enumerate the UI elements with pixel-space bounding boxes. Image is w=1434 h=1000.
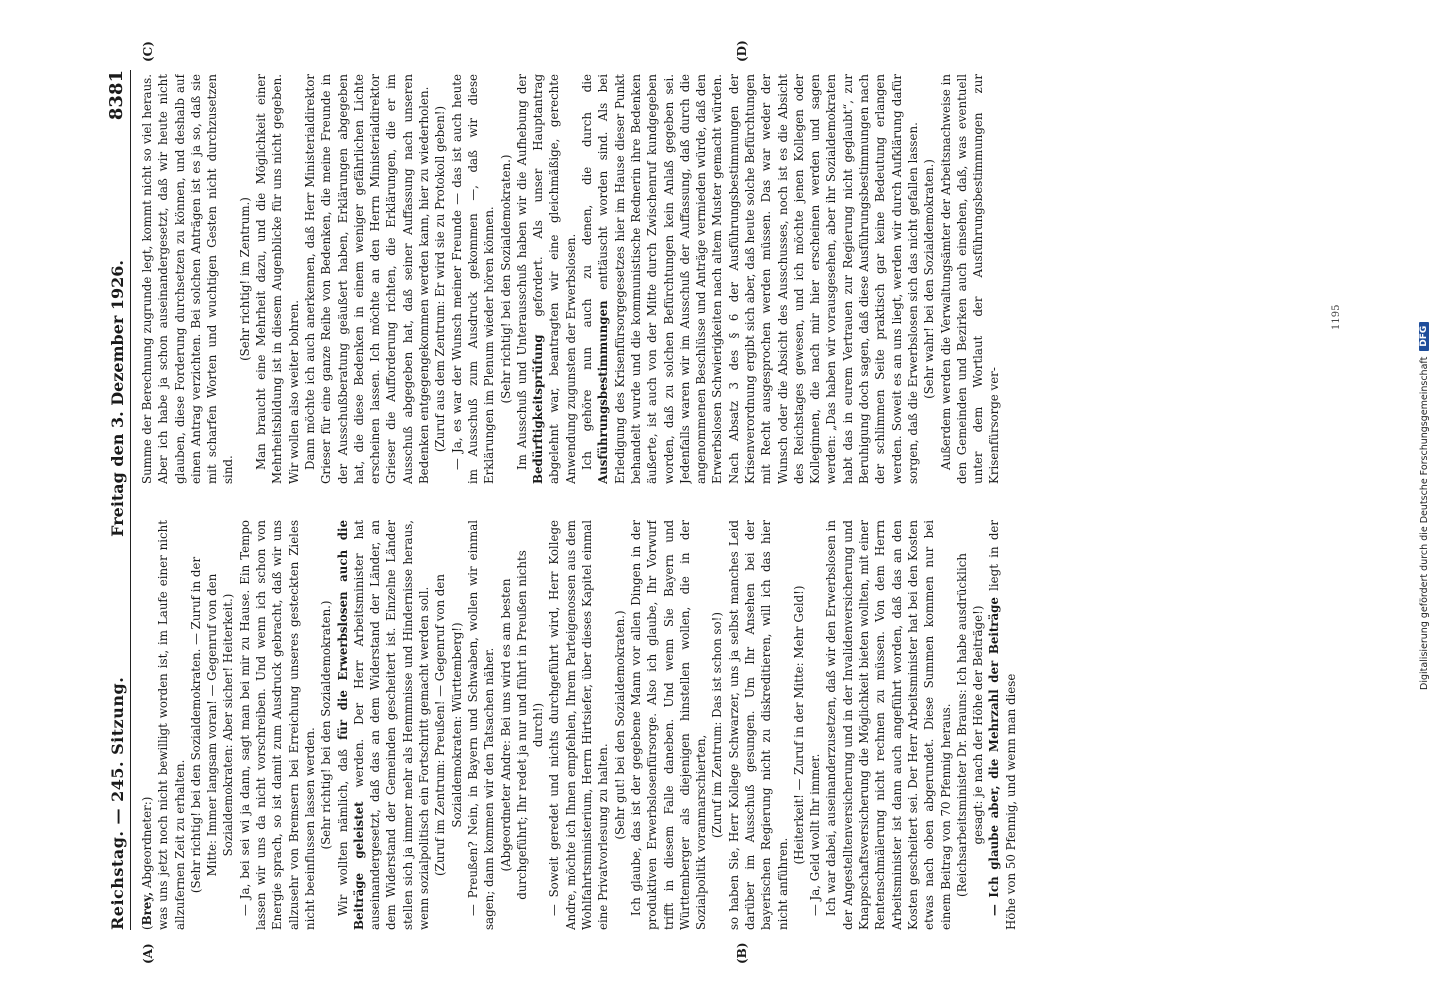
interjection: (Sehr gut! bei den Sozialdemokraten.) <box>612 610 627 840</box>
paragraph: — Preußen? Nein, in Bayern und Schwaben, wollen wir einmal sagen; dann kommen wir den Tatsachen näher. <box>465 520 497 930</box>
interjection: (Abgeordneter Andre: Bei uns wird es am besten durchgeführt; Ihr redet ja nur und führt in Preußen nichts durch!) <box>498 550 546 900</box>
paragraph: (Brey, Abgeordneter:) <box>140 796 154 930</box>
interjection: (Sehr wahr! bei den Sozialdemokraten.) <box>922 159 937 399</box>
paragraph: — Soweit geredet und nichts durchgeführt wird, Herr Kollege Andre, möchte ich Ihnen empfehlen, Ihrem Parteigenossen aus dem Wohlfahrtsministerium, Herrn Hirtsiefer, über dieses Kapitel einmal eine Privatvorlesung zu halten. <box>547 520 611 930</box>
margin-mark-c: (C) <box>141 41 155 62</box>
paragraph: — Ja, bei sei wi ja dann, sagt man bei mir zu Hause. Ein Tempo lassen wir uns da nicht vorschreiben. Und wenn ich schon von Energie sprach, so ist damit zum Ausdruck gebracht, daß wir uns allzusehr von Bremsern bei Erreichung unseres gesteckten Zieles nicht beeinflussen lassen werden. <box>237 520 317 930</box>
page-header <box>95 70 131 930</box>
paragraph <box>335 520 433 930</box>
header-date: Freitag den 3. Dezember 1926. <box>108 260 127 537</box>
emphasis: Bedürftigkeitsprüfung <box>531 334 546 484</box>
interjection: (Sehr richtig! bei den Sozialdemokraten.) <box>319 600 334 850</box>
emphasis: die Mehrzahl der Beiträge <box>987 597 1002 779</box>
emphasis: — Ich glaube aber, <box>987 778 1002 916</box>
header-session: Reichstag. — 245. Sitzung. <box>108 676 127 930</box>
emphasis: für die Erwerbslosen auch die Beiträge geleistet <box>335 520 366 930</box>
margin-mark-a: (A) <box>141 943 155 964</box>
paragraph: Man braucht eine Mehrheit dazu, und die Möglichkeit einer Mehrheitsbildung ist in diesem Augenblicke für uns nicht gegeben. Wir wollen also weiter bohren. <box>254 74 301 484</box>
speaker-role: Abgeordneter:) <box>140 796 154 892</box>
paragraph: Ich war dabei, auseinanderzusetzen, daß wir den Erwerbslosen in der Angestelltenversicherung und in der Invalidenversicherung und Knappschaftsversicherung die Möglichkeit bieten wollten, mit einer Rentenschmälerung nicht rechnen zu müssen. Von dem Herrn Arbeitsminister ist dann auch angeführt worden, daß das an den Kosten gescheitert sei. Der Herr Arbeitsminister hat bei den Kosten etwas nach oben abgerundet. Diese Summen kommen nur bei einem Beitrag von 70 Pfennig heraus. <box>824 520 953 930</box>
page-number: 8381 <box>106 70 127 121</box>
interjection: (Sehr richtig! im Zentrum.) <box>237 197 252 361</box>
interjection: (Sehr richtig! bei den Sozialdemokraten.) <box>498 154 513 404</box>
text-run: Ich gehöre nun auch zu denen, die durch die <box>580 74 595 470</box>
right-column <box>139 74 1329 484</box>
paragraph <box>579 74 921 484</box>
paragraph: — Ja, Geld wollt Ihr immer. <box>808 753 823 916</box>
text-run: gefordert. Als unser Hauptantrag abgelehnt war, beantragten wir eine gleichmäßige, gerechte Anwendung zugunsten der Erwerbslosen. <box>531 74 578 484</box>
paragraph: so haben Sie, Herr Kollege Schwarzer, uns ja selbst manches Leid darüber im Ausschuß gesungen. Um Ihr Ansehen bei der bayerischen Regierung nicht zu diskreditieren, will ich das hier nicht anführen. <box>726 520 790 930</box>
margin-mark-d: (D) <box>735 40 749 62</box>
paragraph: Ich glaube, das ist der gegebene Mann vor allen Dingen in der produktiven Erwerbslosenfürsorge. Also ich glaube, Ihr Vorwurf trifft in diesem Falle daneben. Und wenn Sie Bayern und Württemberger als diejenigen hinstellen wollen, die in der Sozialpolitik voranmarschierten, <box>628 520 709 930</box>
text-run: Im Ausschuß und Unterausschuß haben wir die Aufhebung der <box>514 74 529 470</box>
text-run: werden. Der Herr Arbeitsminister hat auseinandergesetzt, daß das an dem Widerstand der Länder, an dem Widerstand der Gemeinden gescheitert ist. Einzelne Länder stellen sich ja immer mehr als Hemmnisse und Hindernisse heraus, wenn sozialpolitisch ein Fortschritt gemacht werden soll. <box>351 520 432 930</box>
speaker-name: Brey, <box>140 891 154 926</box>
paragraph: — Ja, es war der Wunsch meiner Freunde — das ist auch heute im Ausschuß zum Ausdruck gekommen —, daß wir diese Erklärungen im Plenum wieder hören können. <box>449 74 497 484</box>
page-footer-number: 1195 <box>1331 304 1342 330</box>
emphasis: Ausführungsbestimmungen <box>596 300 611 484</box>
interjection: (Zuruf im Zentrum: Das ist schon so!) <box>710 612 725 838</box>
paragraph: Dann möchte ich auch anerkennen, daß Herr Ministerialdirektor Grieser für eine ganze Reihe von Bedenken, die meine Freunde in der Ausschußberatung geäußert haben, Erklärungen abgegeben hat, die diese Bedenken in einem weniger gefährlichen Lichte erscheinen lassen. Ich möchte an den Herrn Ministerialdirektor Grieser die Aufforderung richten, die Erklärungen, die er im Ausschuß abgegeben hat, daß seiner Auffassung nach unseren Bedenken entgegengekommen werden kann, hier zu wiederholen. <box>302 74 432 484</box>
credit-text: Digitalisierung gefördert durch die Deutsche Forschungsgemeinschaft <box>1418 356 1430 690</box>
interjection: (Heiterkeit! — Zuruf in der Mitte: Mehr Geld!) <box>791 585 806 865</box>
interjection: (Reichsarbeitsminister Dr. Brauns: Ich habe ausdrücklich gesagt: je nach der Höhe der Beiträge!) <box>954 553 986 897</box>
paragraph <box>986 520 1019 930</box>
left-column <box>139 520 1329 930</box>
paragraph <box>514 74 579 484</box>
text-run: enttäuscht worden sind. Als bei Erledigung des Krisenfürsorgegesetzes hier im Hause dieser Punkt behandelt wurde und die kommunistische Rednerin ihre Bedenken äußerte, ist auch von der Mitte durch Zwischenruf kundgegeben worden, daß zu solchen Befürchtungen kein Anlaß gegeben sei. Jedenfalls waren wir im Ausschuß der Auffassung, daß durch die angenommenen Beschlüsse und Anträge vermieden würde, daß den Erwerbslosen Schwierigkeiten nach altem Muster gemacht würden. Nach Absatz 3 des § 6 der Ausführungsbestimmungen der Krisenverordnung ergibt sich aber, daß heute solche Befürchtungen mit Recht ausgesprochen werden müssen. Das war weder der Wunsch oder die Absicht des Ausschusses, noch ist es die Absicht des Reichstages gewesen, und ich möchte jenen Kollegen oder Kolleginnen, die nach mir hier erscheinen werden und sagen werden: „Das haben wir vorausgesehen, aber ihr Sozialdemokraten habt das in eurem Vertrauen zur Regierung nicht geglaubt“, zur Beruhigung doch sagen, daß diese Ausführungsbestimmungen nach der schlimmen Seite praktisch gar keine Bedeutung erlangen werden. Soweit es an uns liegt, werden wir durch Aufklärung dafür sorgen, daß die Erwerbslosen sich das nicht gefallen lassen. <box>596 74 920 484</box>
dfg-logo: DFG <box>1419 322 1429 351</box>
paragraph: Summe der Berechnung zugrunde legt, kommt nicht so viel heraus. Aber ich habe ja schon auseinandergesetzt, daß wir heute nicht glauben, diese Forderung durchsetzen zu können, und deshalb auf einen Antrag verzichten. Bei solchen Anträgen ist es ja so, daß sie mit scharfen Worten und wuchtigen Gesten nicht durchzusetzen sind. <box>140 74 236 484</box>
digitization-credit <box>1416 0 1432 690</box>
margin-mark-b: (B) <box>735 942 749 964</box>
interjection: (Zuruf aus dem Zentrum: Er wird sie zu Protokoll geben!) <box>433 105 448 453</box>
interjection: (Sehr richtig! bei den Sozialdemokraten. — Zuruf in der Mitte: Immer langsam voran! — Gegenruf von den Sozialdemokraten: Aber sicher! Heiterkeit.) <box>188 556 236 894</box>
paragraph: was uns jetzt noch nicht bewilligt worden ist, im Laufe einer nicht allzufernen Zeit zu erhalten. <box>156 520 187 930</box>
document-page <box>95 40 1345 964</box>
text-run: Wir wollten nämlich, daß <box>335 739 350 916</box>
interjection: (Zuruf im Zentrum: Preußen! — Gegenruf von den Sozialdemokraten: Württemberg!) <box>433 574 464 876</box>
text-run: liegt in der Höhe von 50 Pfennig, und wenn man diese <box>987 520 1018 930</box>
paragraph: Außerdem werden die Verwaltungsämter der Arbeitsnachweise in den Gemeinden und Bezirken auch einsehen, daß, was eventuell unter dem Wortlaut der Ausführungsbestimmungen zur Krisenfürsorge ver- <box>938 74 1002 484</box>
